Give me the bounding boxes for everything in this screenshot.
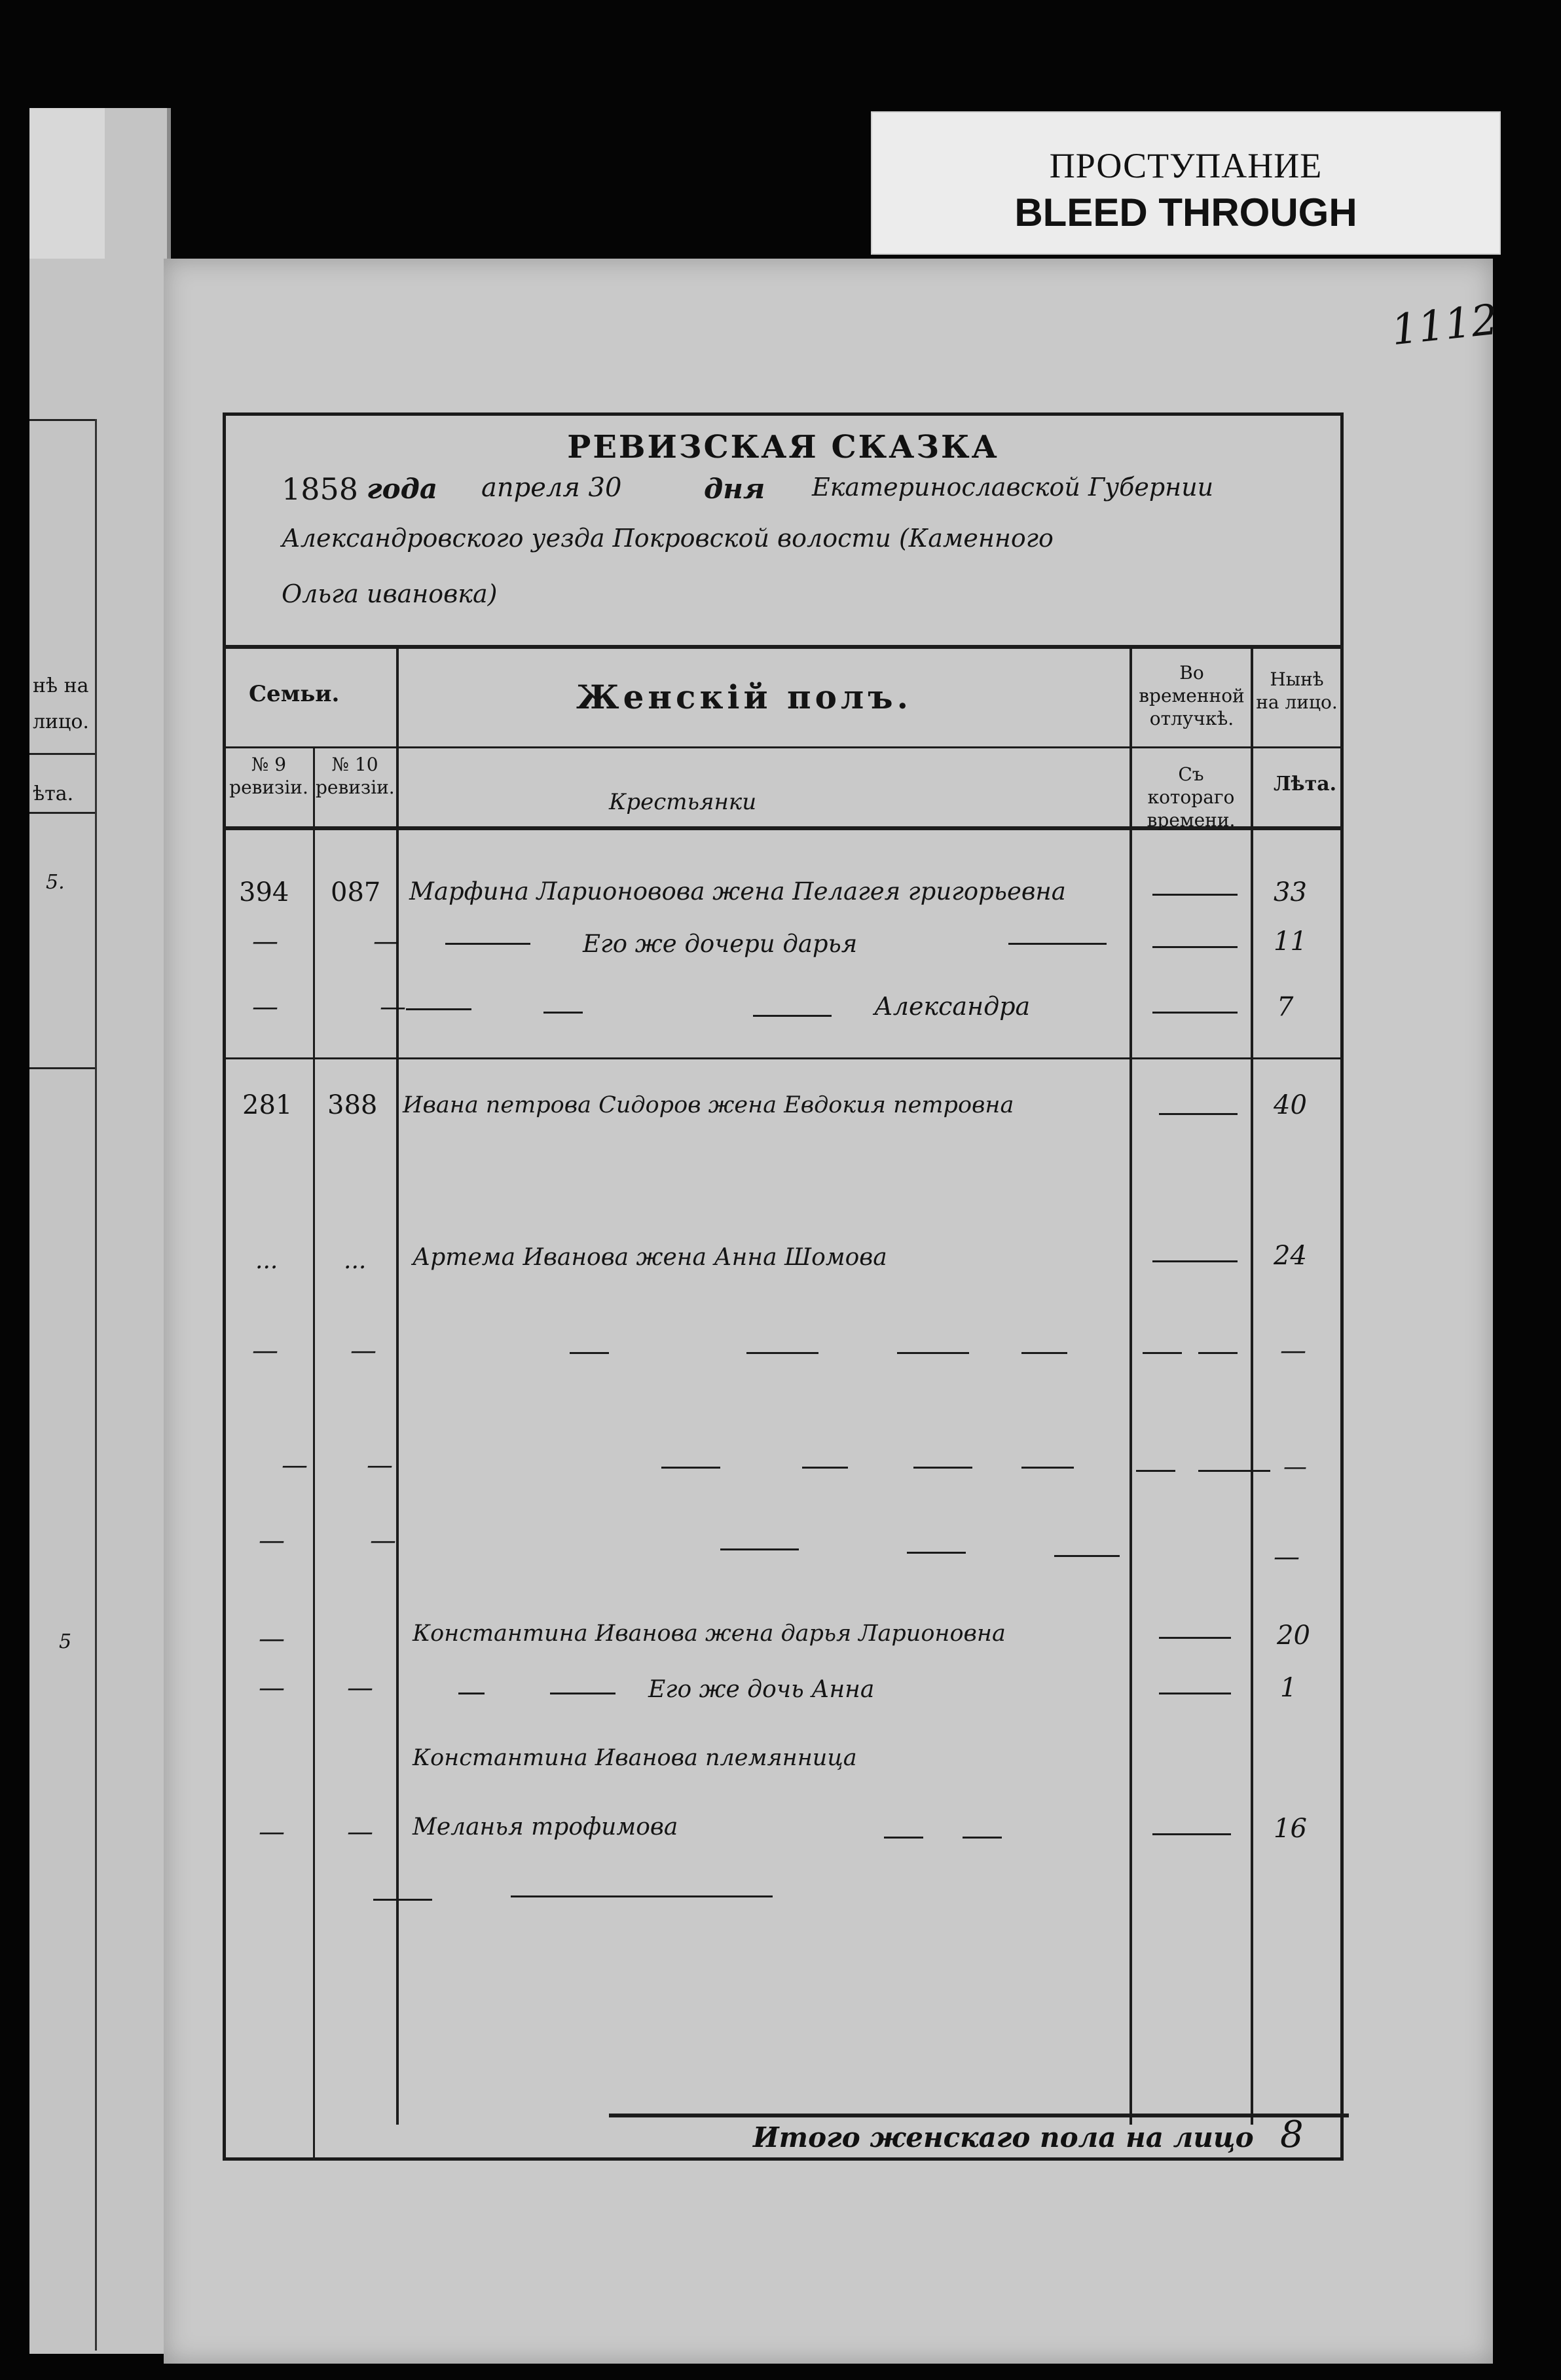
cell-age: 16 xyxy=(1274,1814,1307,1844)
adjacent-page-left xyxy=(29,108,171,2354)
cell-rev9: — xyxy=(252,992,278,1022)
cell-rev10: — xyxy=(370,1526,396,1556)
cell-rev10: — xyxy=(367,1450,393,1480)
col-header-age: Лѣта. xyxy=(1274,773,1337,796)
ditto-dash xyxy=(1198,1470,1270,1472)
ditto-dash xyxy=(897,1352,969,1354)
cell-name: Константина Иванова жена дарья Ларионовна xyxy=(413,1620,1006,1647)
col-header-temp-since: Съ котораго времени. xyxy=(1147,763,1236,831)
cell-age: — xyxy=(1274,1542,1300,1572)
cell-rev9: 281 xyxy=(242,1090,293,1120)
ditto-dash xyxy=(1054,1555,1120,1557)
cell-rev9: — xyxy=(259,1624,285,1654)
cell-name: Его же дочери дарья xyxy=(583,930,858,958)
column-rule xyxy=(1129,645,1132,2125)
ditto-dash xyxy=(963,1837,1002,1839)
header-mid-rule xyxy=(223,746,1344,748)
ditto-dash xyxy=(746,1352,818,1354)
ditto-dash xyxy=(907,1552,966,1554)
cell-temp-dash xyxy=(1159,1637,1231,1639)
ditto-dash xyxy=(570,1352,609,1354)
page-number: 1112 xyxy=(1389,295,1501,356)
cell-age: — xyxy=(1283,1454,1307,1480)
ditto-dash xyxy=(1021,1352,1067,1354)
header-day-word: дня xyxy=(704,473,765,505)
adjacent-page-rule xyxy=(29,1067,95,1069)
cell-rev10: — xyxy=(380,992,406,1022)
cell-temp-dash xyxy=(1159,1113,1238,1115)
cell-rev10: 388 xyxy=(327,1090,378,1120)
cell-rev10: — xyxy=(347,1673,373,1703)
ditto-dash xyxy=(753,1015,832,1017)
adjacent-page-upper-flap xyxy=(29,108,105,259)
column-rule xyxy=(1251,645,1253,2125)
cell-temp-dash xyxy=(1152,894,1238,896)
col-header-temp-absent: Во временной отлучкѣ. xyxy=(1139,662,1245,729)
cell-rev9: — xyxy=(259,1526,285,1556)
ditto-dash xyxy=(550,1693,615,1694)
cell-rev10: 087 xyxy=(331,877,381,907)
header-month: апреля 30 xyxy=(481,473,622,503)
cell-rev10: — xyxy=(347,1817,373,1847)
cell-name: Марфина Ларионовова жена Пелагея григорьевна xyxy=(409,877,1066,906)
closing-dash xyxy=(511,1895,773,1897)
col-header-rev10: № 10 ревизіи. xyxy=(316,754,395,798)
cell-age: 24 xyxy=(1274,1241,1307,1271)
cell-temp-dash xyxy=(1152,946,1238,948)
class-note: Крестьянки xyxy=(609,789,757,815)
ditto-dash xyxy=(884,1837,923,1839)
col-header-female: Женскій полъ. xyxy=(576,678,913,716)
ditto-dash xyxy=(1198,1352,1238,1354)
cell-age: 7 xyxy=(1277,992,1294,1022)
col-header-families: Семьи. xyxy=(249,681,340,707)
ditto-dash xyxy=(458,1693,485,1694)
cell-name: Ивана петрова Сидоров жена Евдокия петровна xyxy=(403,1092,1014,1118)
total-rule xyxy=(609,2114,1349,2117)
cell-age: 40 xyxy=(1274,1090,1307,1120)
ditto-dash xyxy=(913,1467,972,1469)
adjacent-page-text: 5. xyxy=(46,871,65,894)
adjacent-page-rule xyxy=(29,419,95,421)
cell-temp-dash xyxy=(1152,1012,1238,1014)
cell-temp-dash xyxy=(1152,1833,1231,1835)
cell-age: 33 xyxy=(1274,877,1307,907)
adjacent-page-text: нѣ на xyxy=(33,674,89,697)
header-province: Екатеринославской Губернии xyxy=(812,473,1214,502)
header-village: Ольга ивановка) xyxy=(282,579,498,608)
ditto-dash xyxy=(802,1467,848,1469)
ditto-dash xyxy=(1021,1467,1074,1469)
cell-rev10: ... xyxy=(344,1247,367,1274)
cell-age: — xyxy=(1280,1336,1306,1366)
closing-dash xyxy=(373,1899,432,1901)
adjacent-page-rule xyxy=(29,753,95,755)
cell-rev10: — xyxy=(350,1336,376,1366)
bleed-through-label xyxy=(871,111,1501,255)
column-rule xyxy=(313,746,315,2161)
ditto-dash xyxy=(406,1008,471,1010)
cell-rev9: 394 xyxy=(239,877,289,907)
table-top-rule xyxy=(223,645,1344,649)
cell-rev9: — xyxy=(259,1673,285,1703)
ditto-dash xyxy=(1008,943,1107,945)
column-rule xyxy=(396,645,399,2125)
cell-name: Константина Иванова племянница xyxy=(413,1745,857,1771)
ditto-dash xyxy=(445,943,530,945)
adjacent-page-text: 5 xyxy=(59,1630,72,1653)
ditto-dash xyxy=(543,1012,583,1014)
col-header-present: Нынѣ на лицо. xyxy=(1256,668,1338,713)
cell-name: Его же дочь Анна xyxy=(648,1676,875,1703)
cell-rev9: — xyxy=(259,1817,285,1847)
cell-temp-dash xyxy=(1152,1260,1238,1262)
total-value: 8 xyxy=(1280,2114,1304,2156)
ditto-dash xyxy=(720,1548,799,1550)
row-group-rule xyxy=(223,1057,1344,1059)
total-label: Итого женскаго пола на лицо xyxy=(753,2121,1254,2153)
label-title-english: BLEED THROUGH xyxy=(1014,191,1357,234)
adjacent-page-rule xyxy=(95,419,97,2351)
ditto-dash xyxy=(1143,1352,1182,1354)
cell-temp-dash xyxy=(1159,1693,1231,1694)
cell-rev9: — xyxy=(252,1336,278,1366)
cell-age: 20 xyxy=(1277,1620,1310,1651)
label-title-russian: ПРОСТУПАНИЕ xyxy=(1049,146,1323,185)
adjacent-page-rule xyxy=(29,812,95,814)
adjacent-page-text: лицо. xyxy=(33,710,89,733)
adjacent-page-text: ѣта. xyxy=(33,782,74,805)
ditto-dash xyxy=(661,1467,720,1469)
cell-rev10: — xyxy=(373,926,399,957)
header-year: 1858 xyxy=(282,471,359,507)
cell-name: Александра xyxy=(874,992,1031,1021)
cell-name: Артема Ивановa жена Анна Шомова xyxy=(413,1244,887,1271)
ditto-dash xyxy=(1136,1470,1175,1472)
cell-age: 11 xyxy=(1274,926,1307,957)
cell-rev9: ... xyxy=(255,1247,278,1274)
col-header-rev9: № 9 ревизіи. xyxy=(229,754,308,798)
cell-rev9: — xyxy=(252,926,278,957)
header-district: Александровского уезда Покровской волости (Каменного xyxy=(282,524,1054,553)
cell-name: Меланья трофимова xyxy=(413,1814,678,1840)
form-title: РЕВИЗСКАЯ СКАЗКА xyxy=(567,429,999,466)
cell-rev9: — xyxy=(282,1450,308,1480)
header-year-word: года xyxy=(367,473,438,505)
cell-age: 1 xyxy=(1280,1673,1297,1703)
